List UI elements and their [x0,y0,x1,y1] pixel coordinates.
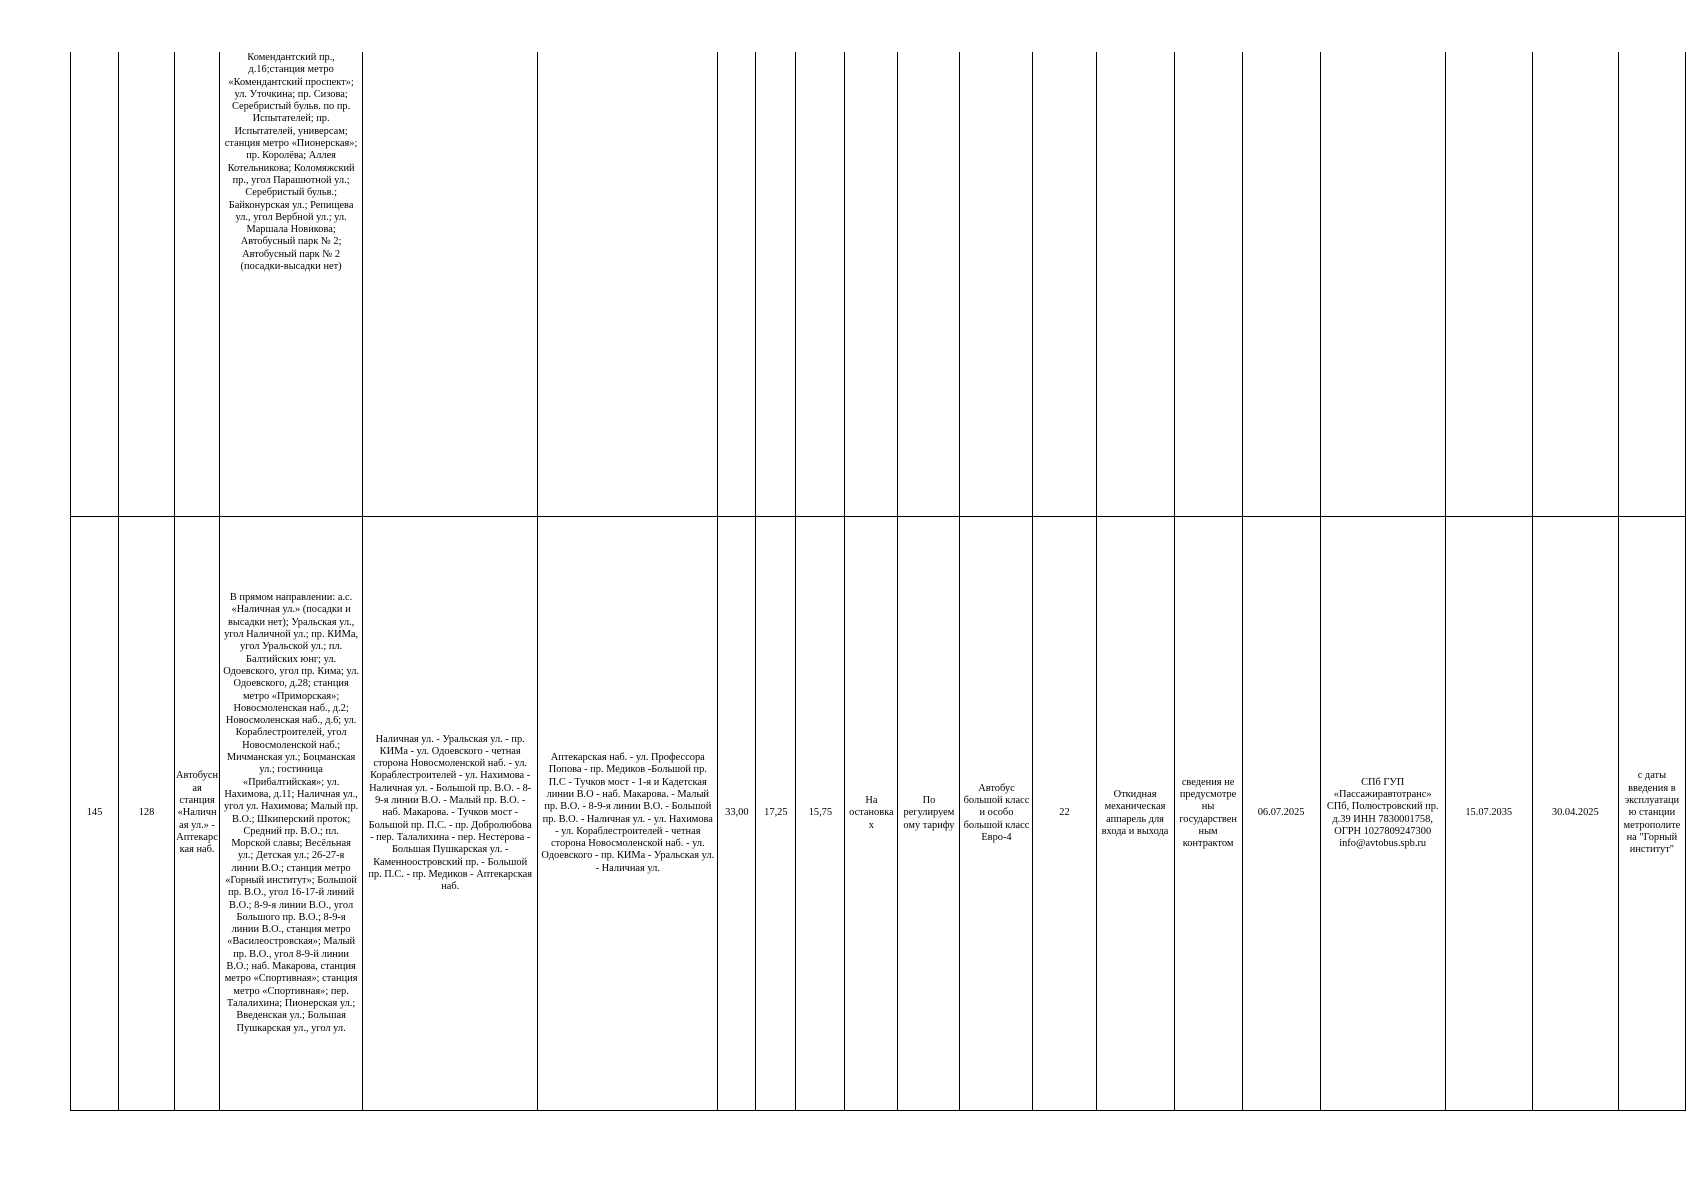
cell-date-3 [1532,52,1618,517]
cell-note [1618,52,1685,517]
cell-route-no [119,52,175,517]
cell-carrier [1320,52,1445,517]
cell-stops: В прямом направлении: а.с. «Наличная ул.» (посадки и высадки нет); Уральская ул., угол Наличной ул.; пр. КИМа, угол Уральской ул.; пл. Балтийских юнг; ул. Одоевского, угол пр. Кима; ул. Одоевского, д.28; станция метро «Приморская»; Новосмоленская наб., д.2; Новосмоленская наб., д.6; ул. Кораблестроителей, угол Новосмоленской наб.; Мичманская ул.; Боцманская ул.; гостиница «Прибалтийская»; ул. Нахимова, д.11; Наличная ул., угол ул. Нахимова; Малый пр. В.О.; Шкиперский проток; Средний пр. В.О.; пл. Морской славы; Весёльная ул.; Детская ул.; 26-27-я линии В.О.; станция метро «Горный институт»; Большой пр. В.О., угол 16-17-й линий В.О.; 8-9-я линии В.О., угол Большого пр. В.О.; 8-9-я линии В.О., станция метро «Василеостровская»; Малый пр. В.О., угол 8-9-й линии В.О.; наб. Макарова, станция метро «Спортивная»; станция метро «Спортивная»; пер. Талалихина; Пионерская ул.; Введенская ул.; Большая Пушкарская ул., угол ул. [220,517,363,1111]
cell-date-3: 30.04.2025 [1532,517,1618,1111]
route-register-table [70,52,1686,1111]
table-row [71,517,1686,1111]
cell-vehicle [960,52,1033,517]
cell-stops: Комендантский пр., д.16;станция метро «Комендантский проспект»; ул. Уточкина; пр. Сизова; Серебристый бульв. по пр. Испытателей; пр. Испытателей, универсам; станция метро «Пионерская»; пр. Королёва; Аллея Котельникова; Коломяжский пр., угол Парашютной ул.; Серебристый бульв.; Байконурская ул.; Репищева ул., угол Вербной ул.; ул. Маршала Новикова; Автобусный парк № 2; Автобусный парк № 2 (посадки-высадки нет) [220,52,363,517]
cell-length-forward: 33,00 [718,517,756,1111]
cell-length-other [796,52,845,517]
cell-note: с даты введения в эксплуатацию станции метрополитена "Горный институт" [1618,517,1685,1111]
cell-route-no: 128 [119,517,175,1111]
cell-streets-forward: Наличная ул. - Уральская ул. - пр. КИМа - ул. Одоевского - четная сторона Новосмоленской наб. - ул. Кораблестроителей - ул. Нахимова - Наличная ул. - Большой пр. В.О. - 8-9-я линии В.О. - Малый пр. В.О. - наб. Макарова. - Тучков мост - Большой пр. П.С. - пр. Добролюбова - пер. Талалихина - пер. Нестерова - Большая Пушкарская ул. - Каменноостровский пр. - Большой пр. П.С. - пр. Медиков - Аптекарская наб. [363,517,538,1111]
cell-door-type: Откидная механическая аппарель для входа и выхода [1096,517,1174,1111]
cell-num [71,52,119,517]
cell-date-2 [1445,52,1532,517]
cell-date-2: 15.07.2035 [1445,517,1532,1111]
cell-length-other: 15,75 [796,517,845,1111]
cell-contract-info [1174,52,1242,517]
cell-door-type [1096,52,1174,517]
cell-stop-mode [845,52,898,517]
cell-length-forward [718,52,756,517]
cell-streets-forward [363,52,538,517]
cell-route-name: Автобусная станция «Наличная ул.» - Аптекарская наб. [175,517,220,1111]
cell-tariff: По регулируемому тарифу [898,517,960,1111]
table-row [71,52,1686,517]
cell-start-date [1242,52,1320,517]
cell-streets-backward [538,52,718,517]
cell-num: 145 [71,517,119,1111]
cell-contract-info: сведения не предусмотрены государственным контрактом [1174,517,1242,1111]
cell-length-backward: 17,25 [756,517,796,1111]
cell-length-backward [756,52,796,517]
cell-vehicle-count: 22 [1033,517,1096,1111]
cell-vehicle-count [1033,52,1096,517]
cell-stop-mode: На остановках [845,517,898,1111]
cell-carrier: СПб ГУП «Пассажиравтотранс» СПб, Полюстровский пр. д.39 ИНН 7830001758, ОГРН 1027809247300 info@avtobus.spb.ru [1320,517,1445,1111]
cell-streets-backward: Аптекарская наб. - ул. Профессора Попова - пр. Медиков -Большой пр. П.С - Тучков мост - 1-я и Кадетская линии В.О - наб. Макарова. - Малый пр. В.О. - 8-9-я линии В.О. - Большой пр. В.О. - Наличная ул. - ул. Нахимова - ул. Кораблестроителей - четная сторона Новосмоленской наб. - ул. Одоевского - пр. КИМа - Уральская ул. - Наличная ул. [538,517,718,1111]
cell-tariff [898,52,960,517]
cell-start-date: 06.07.2025 [1242,517,1320,1111]
cell-vehicle: Автобус большой класс и особо большой класс Евро-4 [960,517,1033,1111]
cell-route-name [175,52,220,517]
